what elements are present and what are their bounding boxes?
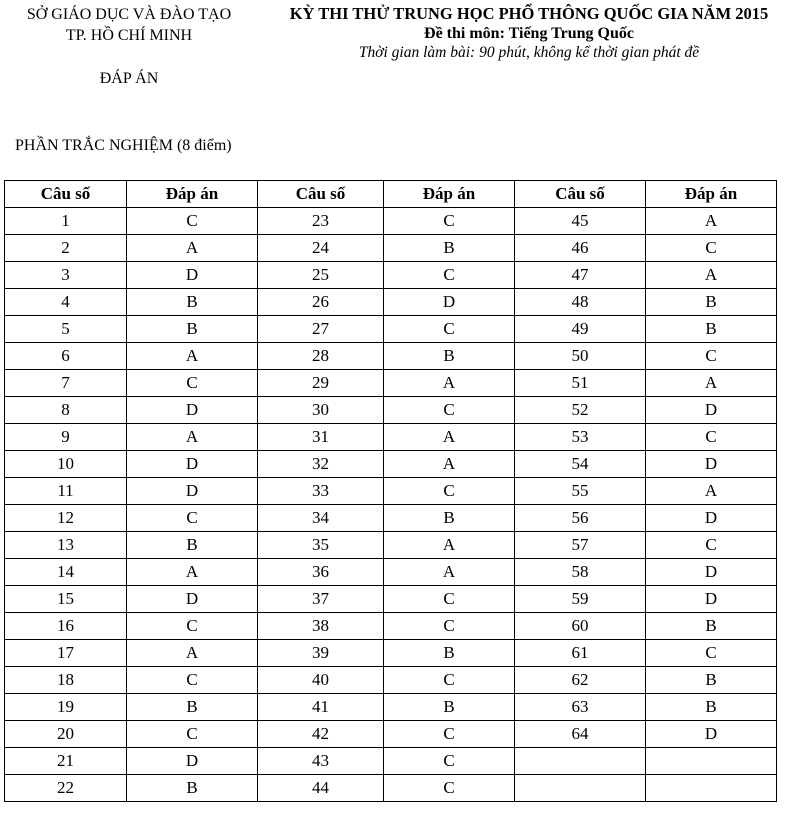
table-row	[5, 775, 777, 802]
table-row	[5, 559, 777, 586]
question-number-cell: 27	[258, 316, 384, 343]
department-city: TP. HỒ CHÍ MINH	[65, 27, 193, 44]
answer-cell: A	[646, 370, 777, 397]
table-row	[5, 451, 777, 478]
answer-cell: B	[127, 694, 258, 721]
header-cell-answer-1: Đáp án	[127, 181, 258, 208]
answer-cell: B	[384, 694, 515, 721]
department-header	[0, 4, 258, 89]
question-number-cell: 16	[5, 613, 127, 640]
table-row	[5, 262, 777, 289]
answer-cell: A	[127, 640, 258, 667]
question-number-cell: 62	[515, 667, 646, 694]
answer-cell: C	[646, 640, 777, 667]
question-number-cell: 15	[5, 586, 127, 613]
answer-key-title: ĐÁP ÁN	[99, 70, 159, 87]
question-number-cell: 18	[5, 667, 127, 694]
table-row	[5, 478, 777, 505]
question-number-cell: 54	[515, 451, 646, 478]
answer-cell: B	[646, 316, 777, 343]
header-cell-question-3: Câu số	[515, 181, 646, 208]
answer-cell: D	[646, 451, 777, 478]
answer-cell: A	[127, 424, 258, 451]
answer-cell: B	[127, 316, 258, 343]
question-number-cell: 12	[5, 505, 127, 532]
question-number-cell: 7	[5, 370, 127, 397]
answer-cell: D	[127, 586, 258, 613]
question-number-cell: 22	[5, 775, 127, 802]
table-row	[5, 613, 777, 640]
answer-cell: C	[646, 424, 777, 451]
answer-cell: B	[384, 343, 515, 370]
table-row	[5, 289, 777, 316]
question-number-cell	[515, 748, 646, 775]
answer-cell: C	[646, 343, 777, 370]
question-number-cell: 60	[515, 613, 646, 640]
question-number-cell: 46	[515, 235, 646, 262]
answer-cell: C	[384, 721, 515, 748]
answer-cell: C	[384, 586, 515, 613]
answer-cell: A	[646, 262, 777, 289]
question-number-cell: 1	[5, 208, 127, 235]
question-number-cell: 52	[515, 397, 646, 424]
answer-cell: C	[646, 532, 777, 559]
question-number-cell: 5	[5, 316, 127, 343]
answer-cell: B	[646, 613, 777, 640]
exam-time: Thời gian làm bài: 90 phút, không kể thời gian phát đề	[358, 44, 700, 61]
answer-cell: D	[646, 397, 777, 424]
table-header-row	[5, 181, 777, 208]
answer-cell: A	[127, 235, 258, 262]
question-number-cell: 4	[5, 289, 127, 316]
question-number-cell: 58	[515, 559, 646, 586]
answer-cell: C	[384, 775, 515, 802]
question-number-cell: 38	[258, 613, 384, 640]
answer-cell	[646, 775, 777, 802]
answer-cell: A	[384, 559, 515, 586]
question-number-cell: 37	[258, 586, 384, 613]
question-number-cell: 28	[258, 343, 384, 370]
table-row	[5, 721, 777, 748]
table-row	[5, 748, 777, 775]
question-number-cell: 26	[258, 289, 384, 316]
exam-title: KỲ THI THỬ TRUNG HỌC PHỔ THÔNG QUỐC GIA NĂM 2015	[289, 4, 769, 23]
question-number-cell: 50	[515, 343, 646, 370]
answer-cell: C	[127, 370, 258, 397]
answer-cell: B	[127, 775, 258, 802]
table-row	[5, 532, 777, 559]
header-cell-answer-3: Đáp án	[646, 181, 777, 208]
table-row	[5, 667, 777, 694]
answer-cell: A	[127, 343, 258, 370]
answer-cell: C	[127, 505, 258, 532]
answer-cell: C	[127, 208, 258, 235]
answer-cell	[646, 748, 777, 775]
table-row	[5, 343, 777, 370]
answer-cell: B	[384, 640, 515, 667]
question-number-cell: 49	[515, 316, 646, 343]
question-number-cell: 20	[5, 721, 127, 748]
question-number-cell: 55	[515, 478, 646, 505]
answer-cell: C	[384, 613, 515, 640]
question-number-cell: 61	[515, 640, 646, 667]
question-number-cell: 45	[515, 208, 646, 235]
table-row	[5, 505, 777, 532]
answer-cell: B	[646, 694, 777, 721]
question-number-cell: 40	[258, 667, 384, 694]
answer-cell: A	[384, 370, 515, 397]
question-number-cell: 53	[515, 424, 646, 451]
question-number-cell: 9	[5, 424, 127, 451]
answer-cell: B	[384, 505, 515, 532]
table-row	[5, 208, 777, 235]
answer-cell: D	[127, 451, 258, 478]
question-number-cell: 42	[258, 721, 384, 748]
answer-cell: D	[127, 262, 258, 289]
question-number-cell: 6	[5, 343, 127, 370]
question-number-cell: 63	[515, 694, 646, 721]
answer-cell: C	[646, 235, 777, 262]
answer-cell: C	[384, 748, 515, 775]
answer-cell: B	[127, 289, 258, 316]
question-number-cell: 36	[258, 559, 384, 586]
question-number-cell: 19	[5, 694, 127, 721]
question-number-cell	[515, 775, 646, 802]
header-cell-answer-2: Đáp án	[384, 181, 515, 208]
answer-cell: C	[384, 397, 515, 424]
answer-cell: D	[127, 478, 258, 505]
answer-cell: D	[646, 586, 777, 613]
question-number-cell: 3	[5, 262, 127, 289]
question-number-cell: 41	[258, 694, 384, 721]
answer-table	[4, 180, 777, 802]
question-number-cell: 25	[258, 262, 384, 289]
question-number-cell: 59	[515, 586, 646, 613]
answer-cell: B	[646, 289, 777, 316]
answer-cell: A	[384, 451, 515, 478]
answer-cell: A	[384, 424, 515, 451]
question-number-cell: 13	[5, 532, 127, 559]
answer-cell: B	[646, 667, 777, 694]
question-number-cell: 21	[5, 748, 127, 775]
answer-cell: C	[384, 478, 515, 505]
answer-cell: D	[646, 505, 777, 532]
table-row	[5, 316, 777, 343]
answer-cell: C	[384, 316, 515, 343]
answer-cell: D	[384, 289, 515, 316]
answer-cell: C	[384, 667, 515, 694]
question-number-cell: 2	[5, 235, 127, 262]
table-row	[5, 397, 777, 424]
question-number-cell: 29	[258, 370, 384, 397]
question-number-cell: 47	[515, 262, 646, 289]
table-row	[5, 370, 777, 397]
question-number-cell: 44	[258, 775, 384, 802]
question-number-cell: 30	[258, 397, 384, 424]
question-number-cell: 34	[258, 505, 384, 532]
question-number-cell: 14	[5, 559, 127, 586]
table-row	[5, 586, 777, 613]
answer-cell: D	[646, 721, 777, 748]
table-row	[5, 640, 777, 667]
table-row	[5, 694, 777, 721]
answer-cell: A	[646, 478, 777, 505]
exam-subject: Đề thi môn: Tiếng Trung Quốc	[424, 25, 634, 42]
header-cell-question-1: Câu số	[5, 181, 127, 208]
question-number-cell: 17	[5, 640, 127, 667]
answer-cell: D	[127, 397, 258, 424]
section-title: PHẦN TRẮC NGHIỆM (8 điểm)	[15, 137, 232, 154]
question-number-cell: 39	[258, 640, 384, 667]
answer-cell: C	[384, 208, 515, 235]
question-number-cell: 10	[5, 451, 127, 478]
question-number-cell: 32	[258, 451, 384, 478]
question-number-cell: 35	[258, 532, 384, 559]
answer-cell: D	[127, 748, 258, 775]
question-number-cell: 56	[515, 505, 646, 532]
question-number-cell: 57	[515, 532, 646, 559]
question-number-cell: 51	[515, 370, 646, 397]
answer-cell: C	[127, 613, 258, 640]
answer-cell: A	[646, 208, 777, 235]
question-number-cell: 43	[258, 748, 384, 775]
answer-cell: C	[127, 721, 258, 748]
question-number-cell: 31	[258, 424, 384, 451]
question-number-cell: 23	[258, 208, 384, 235]
question-number-cell: 8	[5, 397, 127, 424]
answer-cell: C	[384, 262, 515, 289]
exam-header	[258, 4, 800, 62]
question-number-cell: 48	[515, 289, 646, 316]
question-number-cell: 33	[258, 478, 384, 505]
department-name: SỞ GIÁO DỤC VÀ ĐÀO TẠO	[26, 6, 232, 23]
answer-cell: A	[384, 532, 515, 559]
answer-table-body	[5, 208, 777, 802]
table-row	[5, 424, 777, 451]
answer-cell: B	[384, 235, 515, 262]
answer-cell: B	[127, 532, 258, 559]
header-cell-question-2: Câu số	[258, 181, 384, 208]
question-number-cell: 11	[5, 478, 127, 505]
table-row	[5, 235, 777, 262]
question-number-cell: 64	[515, 721, 646, 748]
question-number-cell: 24	[258, 235, 384, 262]
answer-cell: D	[646, 559, 777, 586]
answer-cell: C	[127, 667, 258, 694]
answer-cell: A	[127, 559, 258, 586]
